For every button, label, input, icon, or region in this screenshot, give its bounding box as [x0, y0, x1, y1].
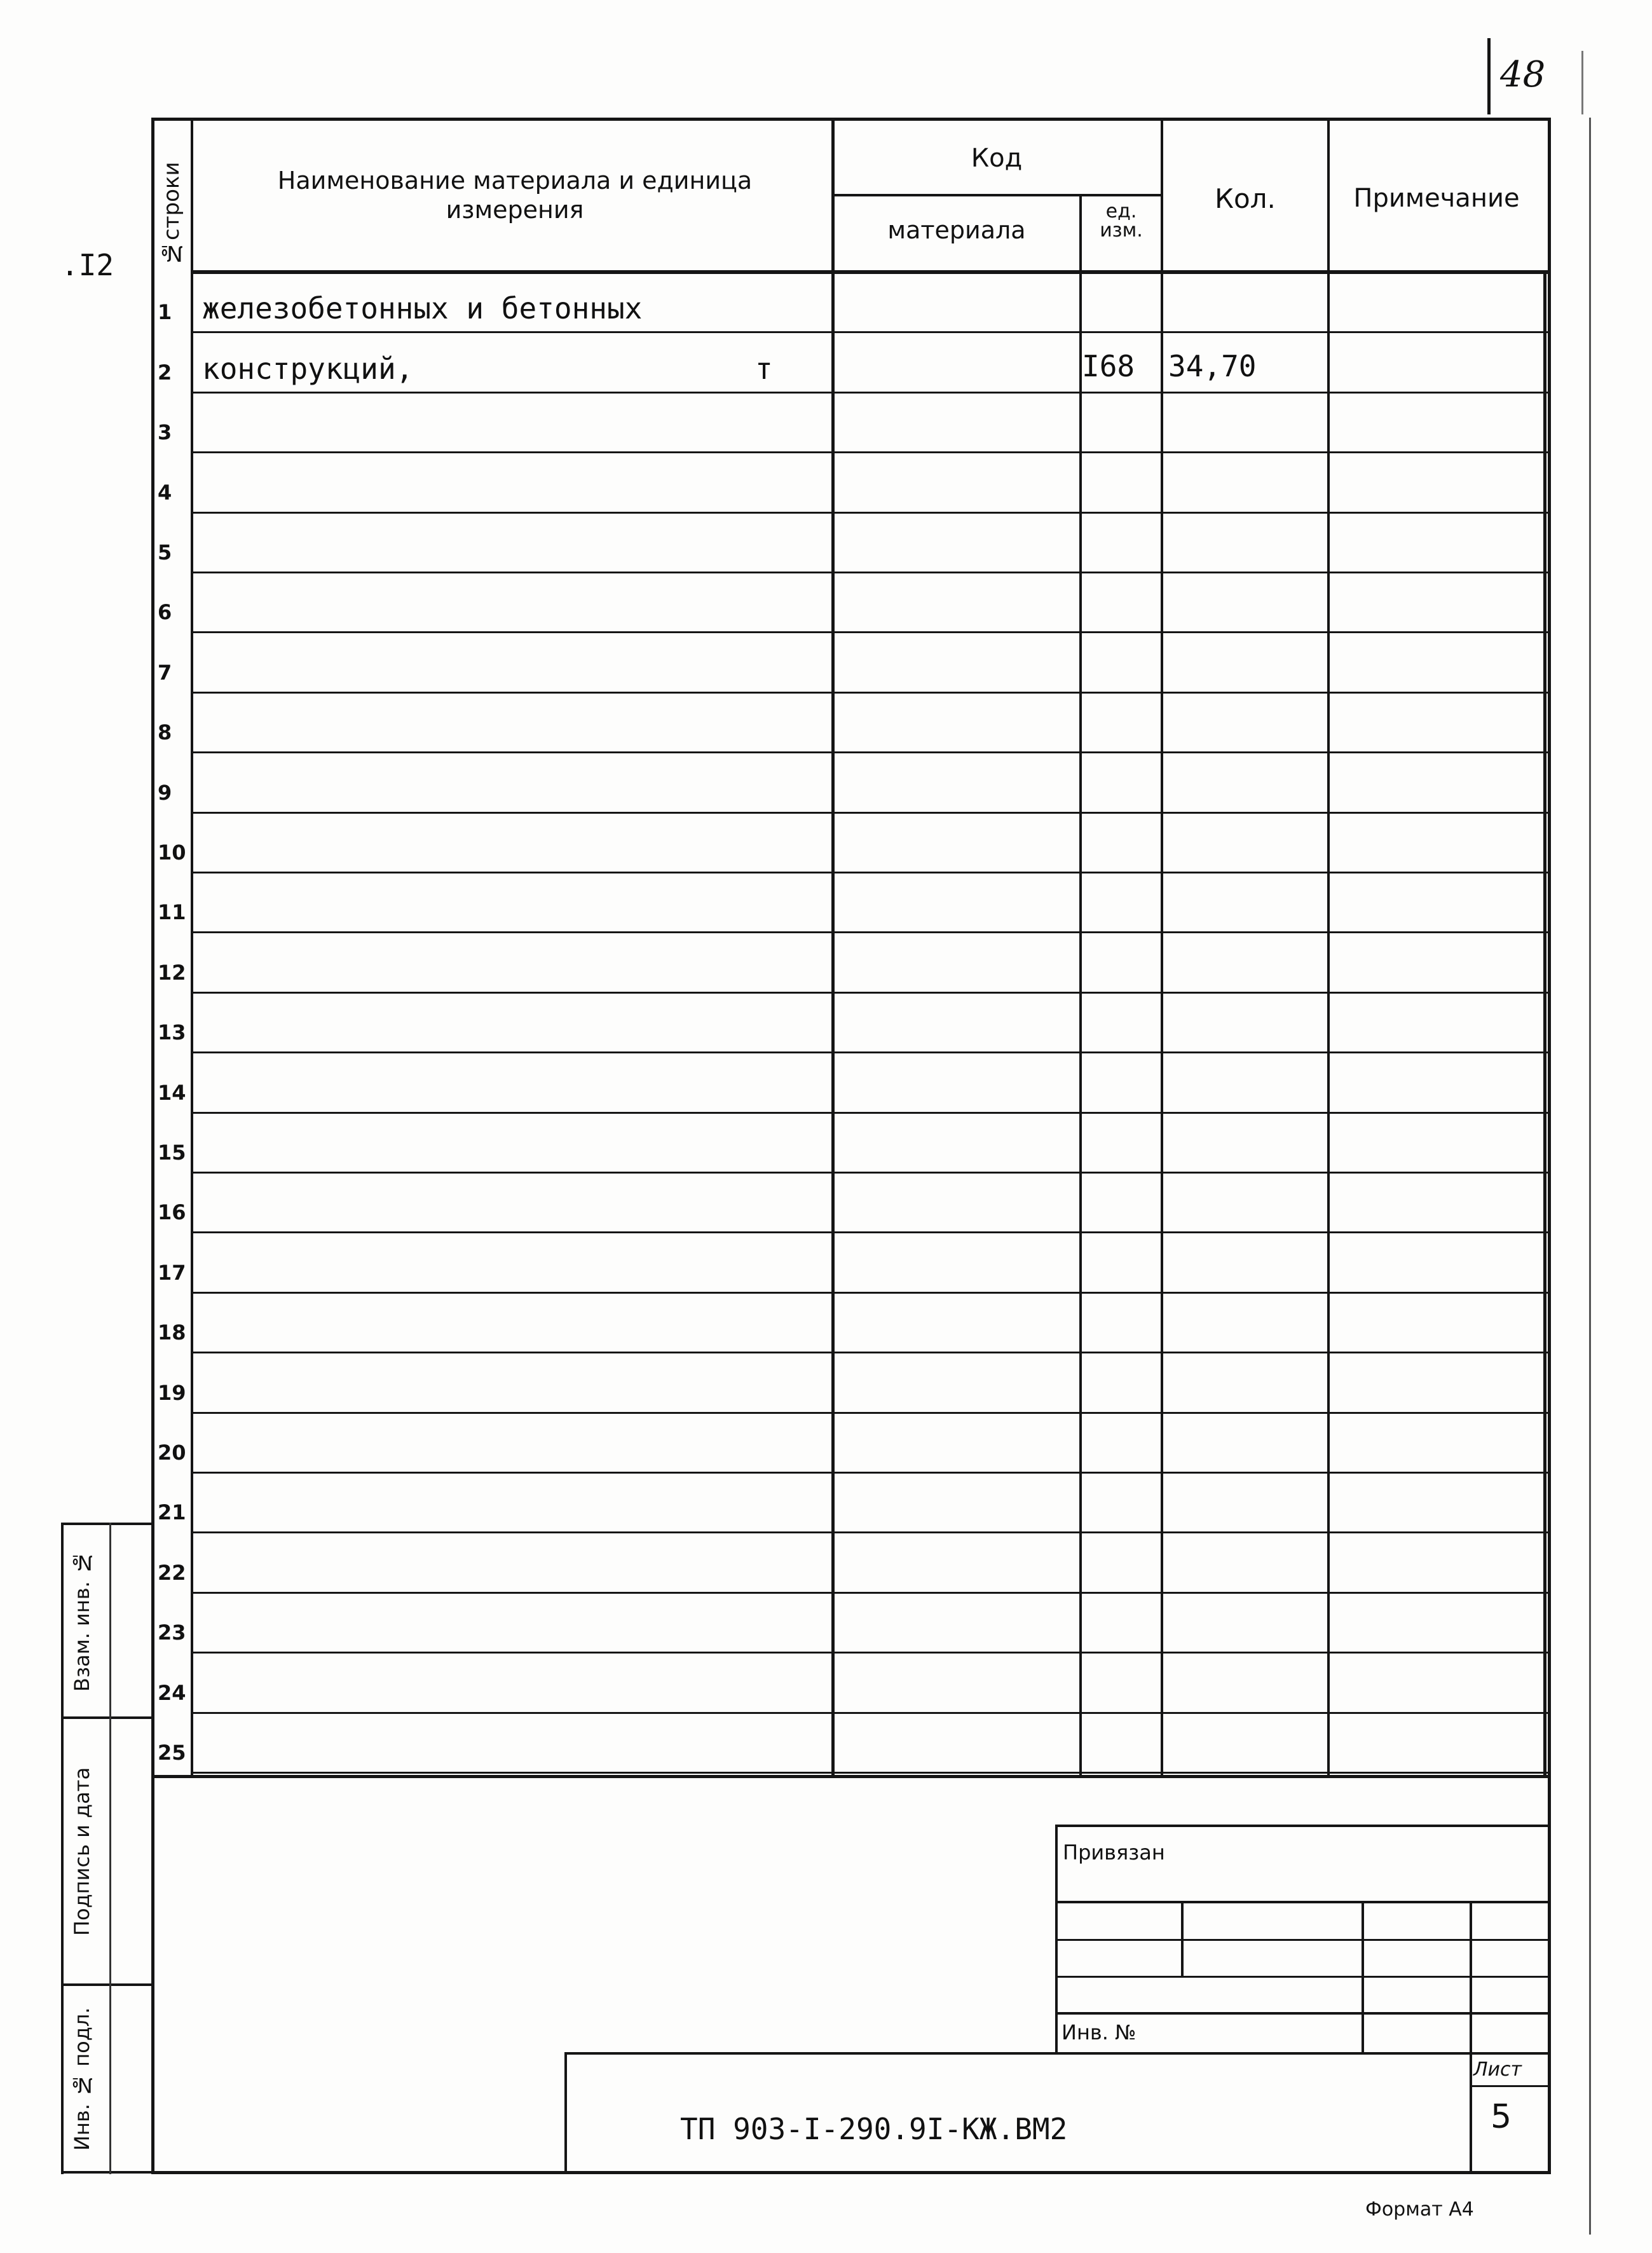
- name-header: Наименование материала и единица измерения: [277, 167, 753, 224]
- table-row: [153, 453, 1548, 513]
- sheet-label: Лист: [1473, 2058, 1522, 2081]
- table-row: [153, 1174, 1548, 1233]
- row-number: 6: [158, 600, 172, 625]
- row-number: 3: [158, 420, 172, 445]
- row-number: 12: [158, 960, 186, 985]
- inv-orig-label: Инв. № подл.: [70, 2007, 94, 2151]
- table-row: [153, 1714, 1548, 1774]
- table-row: [153, 753, 1548, 813]
- row-number: 13: [158, 1020, 186, 1045]
- frame-right: [1548, 118, 1551, 2174]
- row-number: 10: [158, 840, 186, 865]
- code-unit-header: ед. изм.: [1100, 200, 1143, 242]
- row-number: 20: [158, 1440, 186, 1465]
- row-number: 23: [158, 1620, 186, 1645]
- table-row: [153, 1654, 1548, 1713]
- table-row: [153, 1114, 1548, 1174]
- row-number: 5: [158, 540, 172, 565]
- table-row: [153, 1233, 1548, 1293]
- row-number: 19: [158, 1380, 186, 1405]
- row-number: 15: [158, 1140, 186, 1165]
- row-number: 7: [158, 660, 172, 685]
- binding-title: Привязан: [1063, 1840, 1165, 1865]
- table-row: [153, 933, 1548, 993]
- row-number-header: №строки: [159, 161, 184, 266]
- table-row: [153, 1533, 1548, 1593]
- row-number: 8: [158, 720, 172, 745]
- row-number: 24: [158, 1680, 186, 1705]
- table-row: [153, 273, 1548, 333]
- table-row: [153, 514, 1548, 573]
- sheet-number: 5: [1491, 2098, 1512, 2136]
- binding-inv-no: Инв. №: [1062, 2020, 1137, 2044]
- table-row: [153, 814, 1548, 873]
- table-row: [153, 1053, 1548, 1113]
- row-unit: т: [755, 351, 773, 386]
- row-name: железобетонных и бетонных: [202, 291, 643, 326]
- table-row: [153, 394, 1548, 453]
- table-row: [153, 994, 1548, 1053]
- row-number: 18: [158, 1320, 186, 1345]
- row-number: 11: [158, 900, 186, 925]
- table-row: [153, 1294, 1548, 1353]
- qty-header: Кол.: [1215, 183, 1276, 214]
- code-material-header: материала: [887, 216, 1026, 244]
- row-number: 14: [158, 1080, 186, 1105]
- page-number: 48: [1500, 54, 1546, 95]
- row-number: 4: [158, 480, 172, 505]
- row-number: 1: [158, 300, 172, 325]
- note-header: Примечание: [1353, 184, 1520, 213]
- sign-date-label: Подпись и дата: [70, 1767, 94, 1936]
- table-row: [153, 873, 1548, 933]
- format-note: Формат А4: [1365, 2198, 1474, 2221]
- code-header: Код: [971, 144, 1023, 173]
- table-row: [153, 694, 1548, 753]
- replace-inv-label: Взам. инв. №: [70, 1551, 94, 1692]
- frame-top: [151, 118, 1550, 121]
- row-code-unit: I68: [1082, 348, 1135, 383]
- row-number: 2: [158, 360, 172, 385]
- table-row: [153, 633, 1548, 693]
- row-number: 16: [158, 1200, 186, 1225]
- table-row: [153, 1594, 1548, 1654]
- table-row: [153, 333, 1548, 393]
- row-number: 21: [158, 1500, 186, 1525]
- row-number: 17: [158, 1260, 186, 1285]
- row-number: 9: [158, 780, 172, 805]
- table-row: [153, 573, 1548, 633]
- row-name: конструкций,: [202, 351, 414, 386]
- table-row: [153, 1353, 1548, 1413]
- table-row: [153, 1474, 1548, 1533]
- document-designation: ТП 903-I-290.9I-КЖ.ВМ2: [680, 2112, 1068, 2146]
- row-number: 25: [158, 1740, 186, 1765]
- row-qty: 34,70: [1168, 348, 1257, 383]
- side-mark: .I2: [61, 248, 114, 282]
- row-divider: [191, 1772, 1548, 1774]
- row-number: 22: [158, 1560, 186, 1585]
- table-row: [153, 1414, 1548, 1474]
- frame-bottom: [151, 2171, 1550, 2174]
